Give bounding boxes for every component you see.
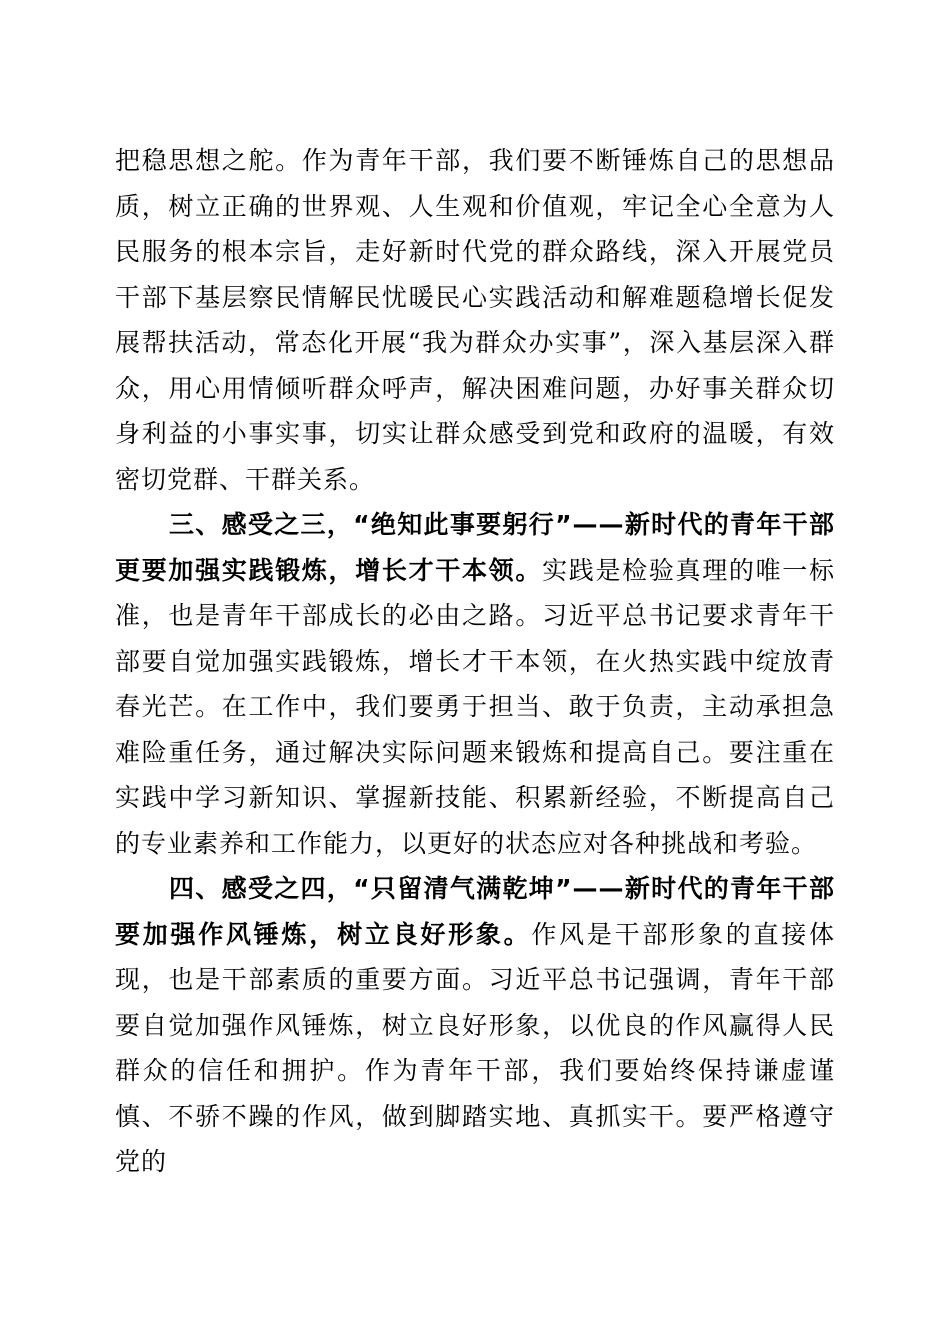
paragraph-body: 把稳思想之舵。作为青年干部，我们要不断锤炼自己的思想品质，树立正确的世界观、人生观和价值观，牢记全心全意为人民服务的根本宗旨，走好新时代党的群众路线，深入开展党员干部下基层察民情解民忧暖民心实践活动和解难题稳增长促发展帮扶活动，常态化开展“我为群众办实事”，深入基层深入群众，用心用情倾听群众呼声，解决困难问题，办好事关群众切身利益的小事实事，切实让群众感受到党和政府的温暖，有效密切党群、干群关系。 xyxy=(115,146,835,494)
section-heading: 三、感受之三，“绝知此事要躬行”——新时代的青年干部更要加强实践锻炼，增长才干本领。 xyxy=(115,510,835,585)
paragraph-body: 实践是检验真理的唯一标准，也是青年干部成长的必由之路。习近平总书记要求青年干部要自觉加强实践锻炼，增长才干本领，在火热实践中绽放青春光芒。在工作中，我们要勇于担当、敢于负责，主动承担急难险重任务，通过解决实际问题来锻炼和提高自己。要注重在实践中学习新知识、掌握新技能、积累新经验，不断提高自己的专业素养和工作能力，以更好的状态应对各种挑战和考验。 xyxy=(115,555,835,858)
paragraph-section-three xyxy=(115,502,835,866)
paragraph-section-four xyxy=(115,866,835,1185)
document-page xyxy=(115,138,835,1185)
paragraph-continuation xyxy=(115,138,835,502)
section-heading: 四、感受之四，“只留清气满乾坤”——新时代的青年干部要加强作风锤炼，树立良好形象。 xyxy=(115,874,835,949)
paragraph-body: 作风是干部形象的直接体现，也是干部素质的重要方面。习近平总书记强调，青年干部要自觉加强作风锤炼，树立良好形象，以优良的作风赢得人民群众的信任和拥护。作为青年干部，我们要始终保持谦虚谨慎、不骄不躁的作风，做到脚踏实地、真抓实干。要严格遵守党的 xyxy=(115,919,835,1176)
